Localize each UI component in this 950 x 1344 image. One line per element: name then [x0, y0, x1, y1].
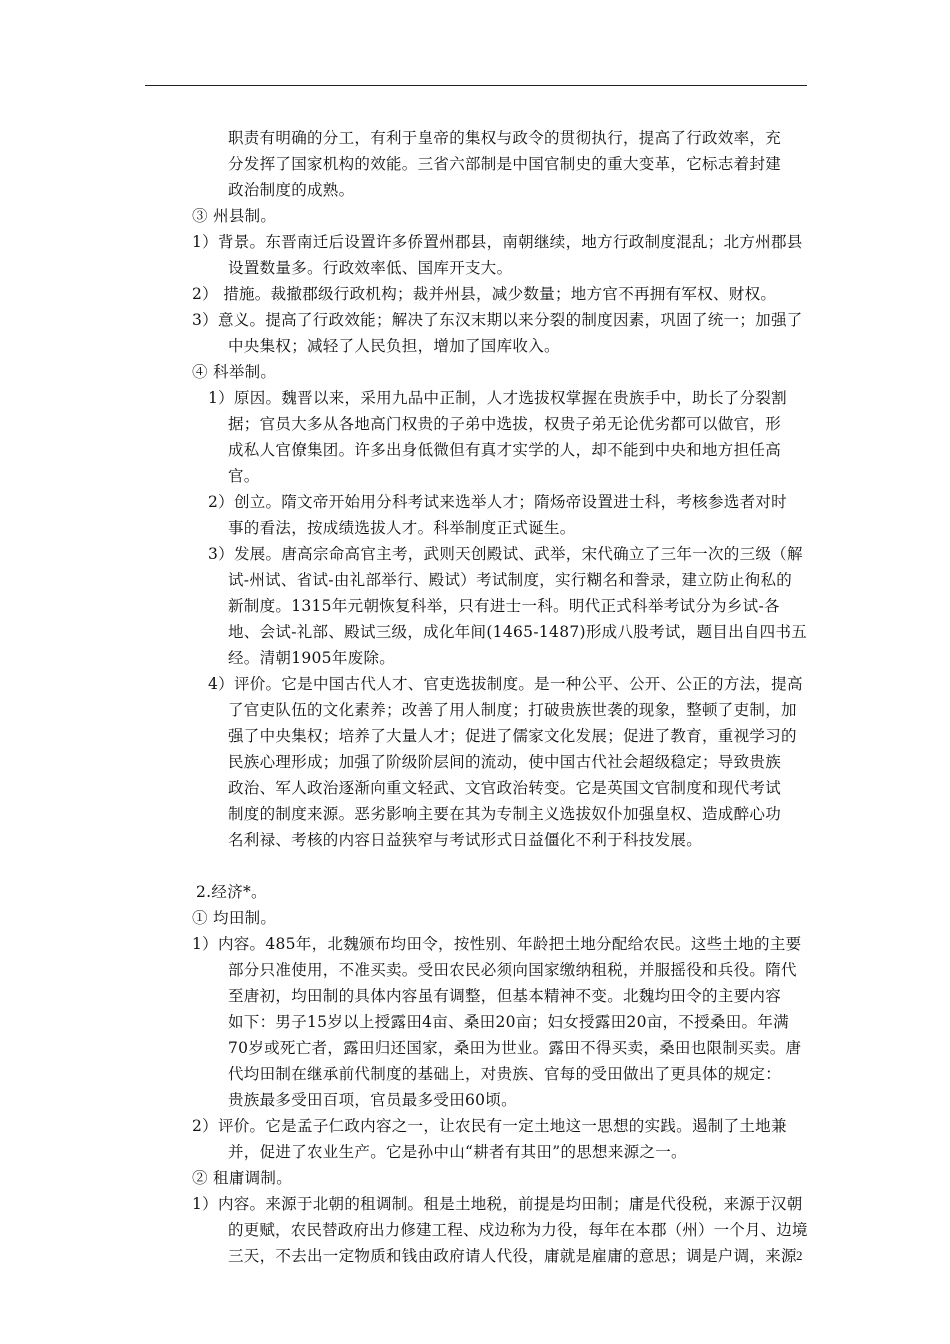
text-line: 1）背景。东晋南迁后设置许多侨置州郡县，南朝继续，地方行政制度混乱；北方州郡县 [192, 233, 803, 251]
text-line: 试-州试、省试-由礼部举行、殿试）考试制度，实行糊名和誊录，建立防止徇私的 [228, 571, 793, 589]
text-line: 强了中央集权；培养了大量人才；促进了儒家文化发展；促进了教育，重视学习的 [228, 727, 797, 745]
text-line: ④ 科举制。 [192, 363, 277, 381]
text-line: 3）意义。提高了行政效能；解决了东汉末期以来分裂的制度因素，巩固了统一；加强了 [192, 311, 803, 329]
text-line: 的更赋，农民替政府出力修建工程、戍边称为力役，每年在本郡（州）一个月、边境 [228, 1221, 808, 1239]
text-line: 三天，不去出一定物质和钱由政府请人代役，庸就是雇庸的意思；调是户调，来源 [228, 1247, 797, 1265]
text-line: ② 租庸调制。 [192, 1169, 293, 1187]
text-line: 并，促进了农业生产。它是孙中山“耕者有其田”的思想来源之一。 [228, 1143, 687, 1161]
text-line: ① 均田制。 [192, 909, 277, 927]
text-line: 代均田制在继承前代制度的基础上，对贵族、官每的受田做出了更具体的规定： [228, 1065, 782, 1083]
text-line: 部分只准使用，不准买卖。受田农民必须向国家缴纳租税，并服摇役和兵役。隋代 [228, 961, 797, 979]
text-line: 设置数量多。行政效率低、国库开支大。 [228, 259, 513, 277]
text-line: 事的看法，按成绩选拔人才。科举制度正式诞生。 [228, 519, 576, 537]
text-line: 3）发展。唐高宗命高官主考，武则天创殿试、武举，宋代确立了三年一次的三级（解 [208, 545, 803, 563]
text-line: 政治制度的成熟。 [228, 181, 355, 199]
text-line: 2）创立。隋文帝开始用分科考试来选举人才；隋炀帝设置进士科，考核参选者对时 [208, 493, 787, 511]
text-line: 1）内容。485年，北魏颁布均田令，按性别、年龄把土地分配给农民。这些土地的主要 [192, 935, 802, 953]
page-number: 2 [796, 1248, 803, 1263]
text-line: 制度的制度来源。恶劣影响主要在其为专制主义选拔奴仆加强皇权、造成醉心功 [228, 805, 782, 823]
text-line: 官。 [228, 467, 260, 485]
text-line: 2.经济*。 [196, 883, 267, 901]
text-line: ③ 州县制。 [192, 207, 277, 225]
text-line: 至唐初，均田制的具体内容虽有调整，但基本精神不变。北魏均田令的主要内容 [228, 987, 782, 1005]
text-line: 贵族最多受田百项，官员最多受田60顷。 [228, 1091, 517, 1109]
text-line: 民族心理形成；加强了阶级阶层间的流动，使中国古代社会超级稳定；导致贵族 [228, 753, 782, 771]
text-line: 地、会试-礼部、殿试三级，成化年间(1465-1487)形成八股考试，题目出自四书五 [228, 623, 808, 641]
text-line: 1）内容。来源于北朝的租调制。租是土地税，前提是均田制；庸是代役税，来源于汉朝 [192, 1195, 803, 1213]
text-line: 70岁或死亡者，露田归还国家，桑田为世业。露田不得买卖，桑田也限制买卖。唐 [228, 1039, 802, 1057]
text-line: 成私人官僚集团。许多出身低微但有真才实学的人，却不能到中央和地方担任高 [228, 441, 782, 459]
text-line: 名利禄、考核的内容日益狭窄与考试形式日益僵化不利于科技发展。 [228, 831, 703, 849]
text-line: 4）评价。它是中国古代人才、官吏选拔制度。是一种公平、公开、公正的方法，提高 [208, 675, 803, 693]
text-line: 2） 措施。裁撤郡级行政机构；裁并州县，减少数量；地方官不再拥有军权、财权。 [192, 285, 777, 303]
text-line: 如下：男子15岁以上授露田4亩、桑田20亩；妇女授露田20亩，不授桑田。年满 [228, 1013, 789, 1031]
text-line: 分发挥了国家机构的效能。三省六部制是中国官制史的重大变革，它标志着封建 [228, 155, 782, 173]
text-line: 新制度。1315年元朝恢复科举，只有进士一科。明代正式科举考试分为乡试-各 [228, 597, 780, 615]
text-line: 2）评价。它是孟子仁政内容之一，让农民有一定土地这一思想的实践。遏制了土地兼 [192, 1117, 787, 1135]
text-line: 了官吏队伍的文化素养；改善了用人制度；打破贵族世袭的现象，整顿了吏制，加 [228, 701, 797, 719]
text-line: 政治、军人政治逐渐向重文轻武、文官政治转变。它是英国文官制度和现代考试 [228, 779, 782, 797]
text-line: 中央集权；减轻了人民负担，增加了国库收入。 [228, 337, 560, 355]
text-line: 1）原因。魏晋以来，采用九品中正制，人才选拔权掌握在贵族手中，助长了分裂割 [208, 389, 787, 407]
text-line: 据；官员大多从各地高门权贵的子弟中选拔，权贵子弟无论优劣都可以做官，形 [228, 415, 782, 433]
text-line: 经。清朝1905年废除。 [228, 649, 396, 667]
text-line: 职责有明确的分工，有利于皇帝的集权与政令的贯彻执行，提高了行政效率，充 [228, 129, 782, 147]
